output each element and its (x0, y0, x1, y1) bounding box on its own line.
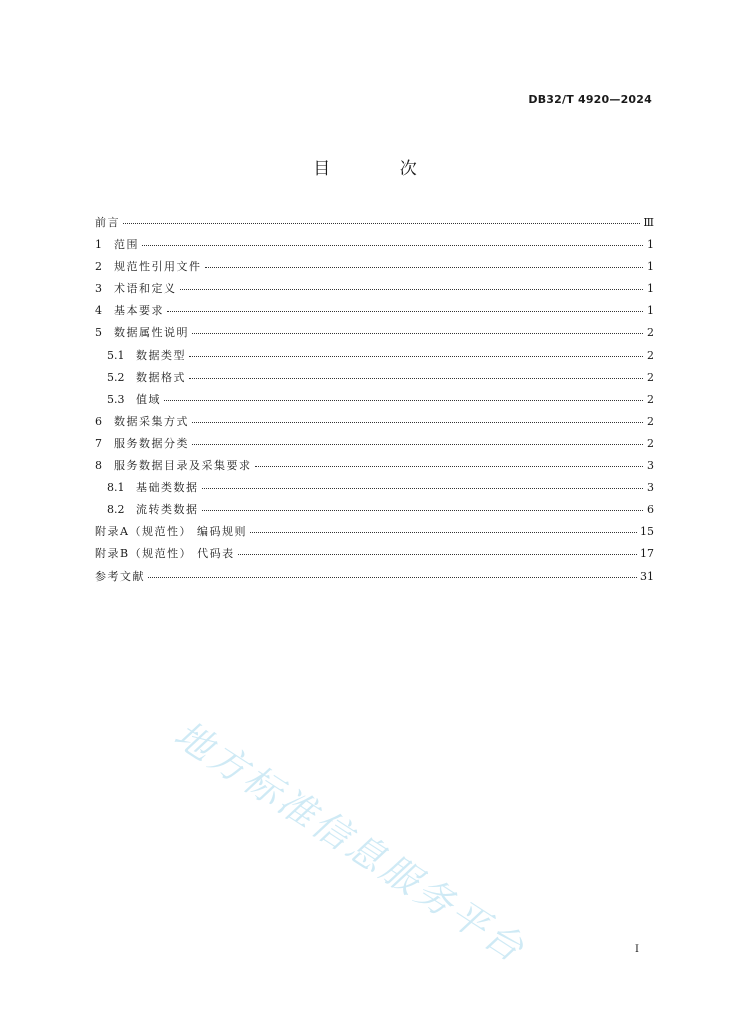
toc-entry[interactable] (95, 234, 654, 256)
toc-dot-leader (192, 332, 643, 334)
toc-entry-label: 流转类数据 (136, 503, 199, 517)
toc-entry-number: 4 (95, 304, 102, 318)
toc-entry-label: 规范性引用文件 (114, 260, 202, 274)
toc-entry[interactable] (95, 433, 654, 455)
toc-entry-number: 8.1 (107, 481, 125, 495)
toc-entry[interactable] (95, 367, 654, 389)
toc-dot-leader (180, 288, 644, 290)
toc-entry-page: 31 (640, 569, 654, 583)
toc-entry-label: 值域 (136, 392, 161, 406)
toc-entry[interactable] (95, 566, 654, 588)
table-of-contents (95, 212, 654, 588)
toc-dot-leader (142, 244, 643, 246)
toc-entry[interactable] (95, 345, 654, 367)
toc-dot-leader (205, 266, 644, 268)
toc-dot-leader (202, 487, 644, 489)
toc-dot-leader (255, 465, 644, 467)
toc-entry[interactable] (95, 455, 654, 477)
toc-entry-page: 17 (640, 547, 654, 561)
toc-entry-number: 6 (95, 414, 102, 428)
toc-entry-label: 数据类型 (136, 348, 186, 362)
toc-entry-page: Ⅲ (643, 216, 654, 229)
toc-entry[interactable] (95, 477, 654, 499)
toc-title: 目 次 (313, 159, 449, 179)
toc-entry-page: 1 (647, 304, 654, 318)
toc-entry[interactable] (95, 521, 654, 543)
toc-entry-page: 1 (647, 282, 654, 296)
toc-entry[interactable] (95, 411, 654, 433)
toc-entry-label: 前言 (95, 216, 120, 229)
toc-dot-leader (148, 576, 637, 578)
toc-entry-page: 2 (647, 414, 654, 428)
toc-entry-page: 6 (647, 503, 654, 517)
toc-entry-label: 基础类数据 (136, 481, 199, 495)
toc-entry-label: 服务数据目录及采集要求 (114, 459, 252, 473)
toc-dot-leader (164, 399, 643, 401)
toc-entry-page: 2 (647, 370, 654, 384)
toc-dot-leader (238, 553, 637, 555)
toc-entry-number: 5.2 (107, 370, 125, 384)
toc-entry-label: 参考文献 (95, 569, 145, 583)
toc-entry-page: 3 (647, 459, 654, 473)
toc-dot-leader (189, 355, 643, 357)
toc-dot-leader (250, 531, 637, 533)
toc-entry-label: 附录B（规范性） 代码表 (95, 547, 235, 561)
toc-entry[interactable] (95, 389, 654, 411)
page-number: I (635, 944, 639, 955)
toc-entry-label: 附录A（规范性） 编码规则 (95, 525, 247, 539)
toc-entry-number: 1 (95, 238, 102, 252)
toc-entry-number: 8 (95, 459, 102, 473)
toc-dot-leader (167, 310, 643, 312)
toc-entry-number: 3 (95, 282, 102, 296)
toc-entry-number: 5.1 (107, 348, 125, 362)
toc-entry[interactable] (95, 499, 654, 521)
toc-dot-leader (123, 222, 640, 224)
toc-entry-page: 3 (647, 481, 654, 495)
toc-entry-page: 2 (647, 326, 654, 340)
document-code: DB32/T 4920—2024 (528, 93, 652, 106)
toc-entry[interactable] (95, 300, 654, 322)
toc-entry-label: 数据属性说明 (114, 326, 189, 340)
toc-entry-label: 服务数据分类 (114, 436, 189, 450)
toc-entry-number: 7 (95, 436, 102, 450)
toc-dot-leader (202, 509, 644, 511)
toc-entry[interactable] (95, 278, 654, 300)
toc-entry-page: 1 (647, 260, 654, 274)
toc-entry-label: 数据格式 (136, 370, 186, 384)
toc-entry-number: 2 (95, 260, 102, 274)
toc-entry-page: 2 (647, 392, 654, 406)
toc-entry-page: 1 (647, 238, 654, 252)
watermark-text: 地方标准信息服务平台 (166, 712, 534, 972)
toc-entry-number: 5 (95, 326, 102, 340)
toc-entry-number: 5.3 (107, 392, 125, 406)
toc-entry-number: 8.2 (107, 503, 125, 517)
toc-entry-page: 2 (647, 348, 654, 362)
toc-dot-leader (192, 443, 643, 445)
toc-entry-label: 基本要求 (114, 304, 164, 318)
toc-entry[interactable] (95, 212, 654, 234)
toc-dot-leader (192, 421, 643, 423)
toc-dot-leader (189, 377, 643, 379)
toc-entry[interactable] (95, 256, 654, 278)
toc-entry-label: 数据采集方式 (114, 414, 189, 428)
toc-entry[interactable] (95, 543, 654, 565)
toc-entry-page: 2 (647, 436, 654, 450)
toc-entry[interactable] (95, 322, 654, 344)
toc-entry-page: 15 (640, 525, 654, 539)
toc-entry-label: 术语和定义 (114, 282, 177, 296)
toc-entry-label: 范围 (114, 238, 139, 252)
